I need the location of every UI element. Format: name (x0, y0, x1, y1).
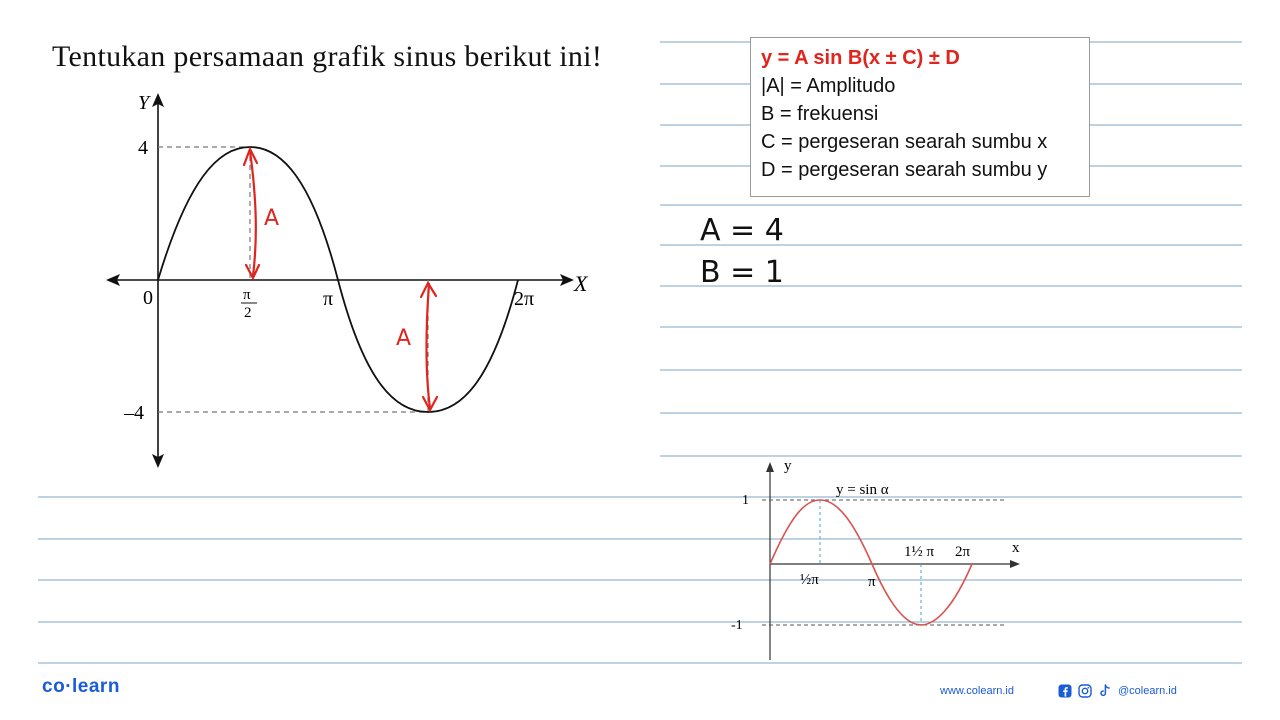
amplitude-arrow-upper (250, 151, 256, 276)
ref-x-tick-two-pi: 2π (955, 544, 971, 560)
x-tick-half-pi-numerator: π (243, 287, 251, 303)
x-tick-pi: π (323, 288, 334, 310)
y-tick-top: 4 (138, 137, 148, 159)
ref-curve-label: y = sin α (836, 482, 889, 498)
ref-y-tick-bottom: -1 (731, 618, 743, 633)
general-sine-formula: y = A sin B(x ± C) ± D (761, 47, 960, 69)
brand-dot: · (65, 676, 73, 697)
amplitude-label-lower: A (396, 326, 412, 351)
main-sine-graph (100, 85, 620, 475)
formula-definition-frequency: B = frekuensi (761, 103, 879, 125)
ref-x-axis-label: x (1012, 540, 1020, 556)
ref-x-tick-three-half-pi: 1½ π (904, 544, 935, 560)
y-tick-bottom: –4 (124, 402, 144, 424)
handwritten-amplitude: A = 4 (700, 213, 784, 248)
ref-sine-curve (770, 500, 972, 625)
formula-definition-amplitude: |A| = Amplitudo (761, 75, 896, 97)
origin-label: 0 (143, 287, 153, 309)
formula-definition-vertical-shift: D = pergeseran searah sumbu y (761, 159, 1048, 181)
ref-y-axis-label: y (784, 458, 792, 474)
instagram-icon[interactable] (1078, 684, 1092, 698)
website-link[interactable]: www.colearn.id (940, 685, 1014, 697)
reference-sine-graph (722, 448, 1042, 668)
handwritten-frequency: B = 1 (700, 255, 784, 290)
facebook-icon[interactable] (1058, 684, 1072, 698)
formula-box (750, 37, 1090, 197)
formula-definition-phase-shift: C = pergeseran searah sumbu x (761, 131, 1048, 153)
x-tick-two-pi: 2π (514, 288, 535, 310)
ref-x-tick-half-pi: ½π (800, 572, 819, 588)
ref-y-tick-top: 1 (742, 493, 749, 508)
question-title: Tentukan persamaan grafik sinus berikut ini! (52, 40, 603, 73)
y-axis-label: Y (138, 92, 150, 114)
ref-y-axis-arrow-icon (766, 462, 774, 472)
ref-x-axis-arrow-icon (1010, 560, 1020, 568)
social-handle[interactable]: @colearn.id (1117, 685, 1177, 697)
x-tick-half-pi-denominator: 2 (244, 305, 252, 321)
handwritten-answers (690, 200, 830, 300)
colearn-logo[interactable] (42, 676, 120, 698)
x-axis-label: X (574, 271, 588, 296)
brand-right: learn (72, 676, 120, 697)
footer-links (940, 684, 1177, 698)
tiktok-icon[interactable] (1098, 684, 1112, 698)
amplitude-label-upper: A (264, 206, 280, 231)
brand-left: co (42, 676, 66, 697)
ref-x-tick-pi: π (868, 574, 876, 590)
